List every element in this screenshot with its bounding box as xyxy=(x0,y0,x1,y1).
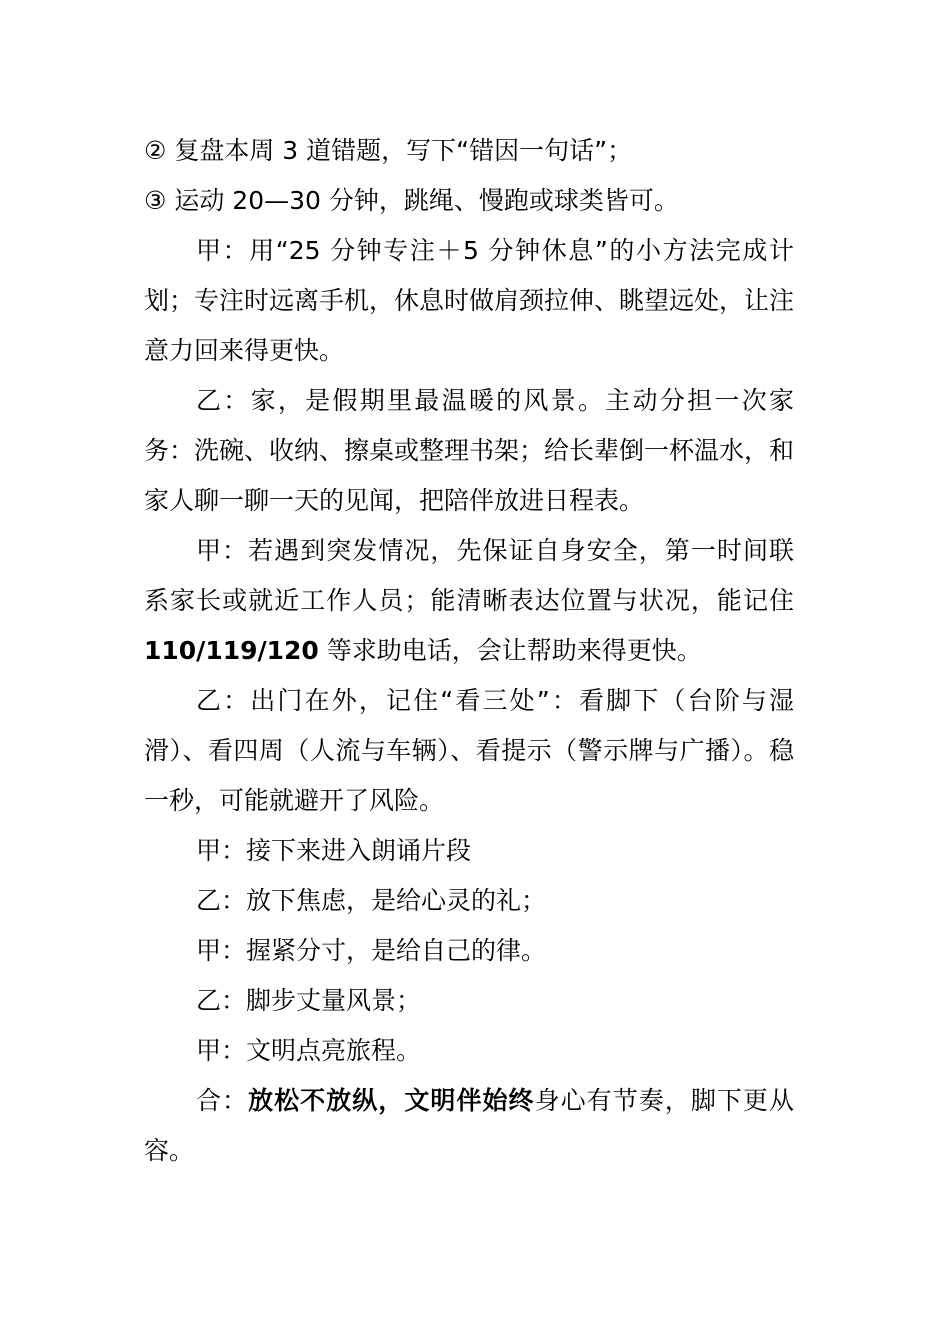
list-item-2: ② 复盘本周 3 道错题，写下“错因一句话”； xyxy=(144,136,633,165)
paragraph-chorus xyxy=(144,1076,794,1176)
emergency-numbers: 110/119/120 xyxy=(144,636,319,665)
document-body xyxy=(144,126,794,1176)
recitation-line-1: 乙：放下焦虑，是给心灵的礼； xyxy=(196,886,547,915)
recitation-line-2: 甲：握紧分寸，是给自己的律。 xyxy=(196,936,547,965)
paragraph-emergency-safety xyxy=(144,526,794,676)
paragraph-family-chores: 乙：家，是假期里最温暖的风景。主动分担一次家务：洗碗、收纳、擦桌或整理书架；给长辈倒一杯温水，和家人聊一聊一天的见闻，把陪伴放进日程表。 xyxy=(144,386,795,515)
chorus-slogan: 放松不放纵，文明伴始终 xyxy=(248,1086,535,1115)
paragraph-emergency-prefix: 甲：若遇到突发情况，先保证自身安全，第一时间联系家长或就近工作人员；能清晰表达位置与状况，能记住 xyxy=(144,536,794,615)
paragraph-recitation-intro: 甲：接下来进入朗诵片段 xyxy=(196,836,472,865)
paragraph-look-three-places: 乙：出门在外，记住“看三处”：看脚下（台阶与湿滑）、看四周（人流与车辆）、看提示（警示牌与广播）。稳一秒，可能就避开了风险。 xyxy=(144,686,794,815)
recitation-line-4: 甲：文明点亮旅程。 xyxy=(196,1036,422,1065)
chorus-prefix: 合： xyxy=(196,1086,249,1115)
chorus-suffix: 身心有节奏，脚下更从容。 xyxy=(144,1086,794,1165)
list-item-3: ③ 运动 20—30 分钟，跳绳、慢跑或球类皆可。 xyxy=(144,186,679,215)
paragraph-pomodoro-tip: 甲：用“25 分钟专注＋5 分钟休息”的小方法完成计划；专注时远离手机，休息时做肩颈拉伸、眺望远处，让注意力回来得更快。 xyxy=(144,236,795,365)
recitation-line-3: 乙：脚步丈量风景； xyxy=(196,986,422,1015)
paragraph-emergency-suffix: 等求助电话，会让帮助来得更快。 xyxy=(318,636,702,665)
